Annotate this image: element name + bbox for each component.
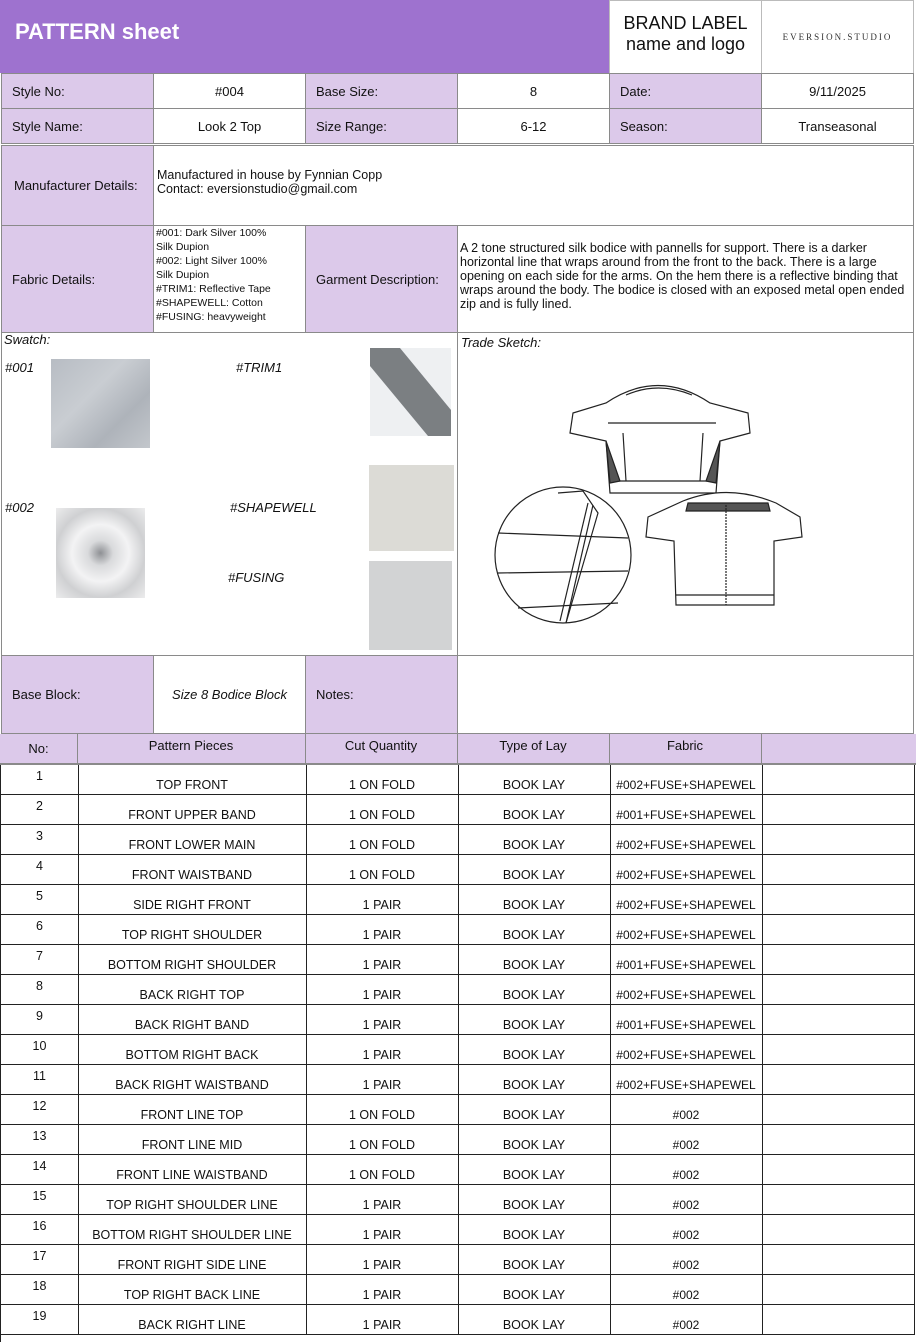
row-number: 2 [36,799,43,813]
fabric: #002+FUSE+SHAPEWEL [616,988,756,1002]
notes-field [457,655,914,734]
type-of-lay: BOOK LAY [502,778,566,792]
logo-text: EVERSION.STUDIO [782,32,893,42]
table-row [1,945,916,975]
fabric: #002 [672,1108,700,1122]
cut-quantity-cell [306,1155,459,1185]
table-row [1,975,916,1005]
extra-cell [762,1275,915,1305]
pattern-piece-cell [78,915,307,945]
fabric-cell [610,945,763,975]
type-of-lay-cell [458,885,611,915]
table-row [1,1305,916,1335]
header-type-of-lay: Type of Lay [457,734,610,763]
cut-quantity: 1 PAIR [362,1228,402,1242]
cut-quantity: 1 ON FOLD [349,1138,415,1152]
type-of-lay: BOOK LAY [502,838,566,852]
fabric-cell [610,1275,763,1305]
base-block-value: Size 8 Bodice Block [153,655,306,734]
extra-cell [762,975,915,1005]
row-number: 8 [36,979,43,993]
base-size-value: 8 [457,73,610,109]
style-name-value: Look 2 Top [153,108,306,144]
table-row [1,915,916,945]
fabric: #002 [672,1318,700,1332]
cut-quantity: 1 ON FOLD [349,868,415,882]
type-of-lay-cell [458,795,611,825]
type-of-lay-cell [458,855,611,885]
fabric: #002+FUSE+SHAPEWEL [616,928,756,942]
size-range-label: Size Range: [305,108,458,144]
type-of-lay-cell [458,825,611,855]
swatch-label-002: #002 [5,500,34,515]
pattern-piece: FRONT WAISTBAND [131,868,253,882]
table-row [1,1155,916,1185]
manufacturer-contact: Contact: eversionstudio@gmail.com [157,182,358,196]
size-range-value: 6-12 [457,108,610,144]
style-no-value: #004 [153,73,306,109]
pattern-piece: BOTTOM RIGHT SHOULDER [107,958,277,972]
manufacturer-label: Manufacturer Details: [1,145,154,226]
cut-quantity-cell [306,1215,459,1245]
date-label: Date: [609,73,762,109]
fabric-cell [610,765,763,795]
type-of-lay-cell [458,915,611,945]
pattern-piece: BOTTOM RIGHT SHOULDER LINE [92,1228,292,1242]
row-number: 19 [32,1309,47,1323]
cut-quantity: 1 PAIR [362,928,402,942]
row-number-cell [1,1035,79,1065]
manufacturer-line: Manufactured in house by Fynnian Copp [157,168,383,182]
pattern-piece: TOP RIGHT BACK LINE [123,1288,261,1302]
type-of-lay-cell [458,1215,611,1245]
pattern-piece-cell [78,945,307,975]
fabric-cell [610,1095,763,1125]
type-of-lay: BOOK LAY [502,928,566,942]
pattern-piece-cell [78,855,307,885]
row-number: 12 [32,1099,47,1113]
pattern-piece: FRONT UPPER BAND [128,808,256,822]
cut-quantity: 1 PAIR [362,1288,402,1302]
swatch-title: Swatch: [4,332,51,347]
row-number-cell [1,765,79,795]
type-of-lay-cell [458,1095,611,1125]
type-of-lay: BOOK LAY [502,1198,566,1212]
extra-cell [762,945,915,975]
fabric-cell [610,915,763,945]
row-number-cell [1,1095,79,1125]
cut-quantity-cell [306,1095,459,1125]
swatch-label-trim1: #TRIM1 [236,360,283,375]
cut-quantity: 1 PAIR [362,1078,402,1092]
pattern-piece-cell [78,765,307,795]
type-of-lay: BOOK LAY [502,1258,566,1272]
trade-sketch-panel [457,332,914,656]
row-number-cell [1,1305,79,1335]
row-number: 15 [32,1189,47,1203]
fabric-cell [610,1185,763,1215]
table-row [1,1245,916,1275]
type-of-lay-cell [458,1065,611,1095]
cut-quantity-cell [306,885,459,915]
fabric: #002 [672,1258,700,1272]
cut-quantity-cell [306,1125,459,1155]
type-of-lay-cell [458,945,611,975]
fabric: #002 [672,1228,700,1242]
date-value: 9/11/2025 [761,73,914,109]
cut-quantity: 1 ON FOLD [349,838,415,852]
extra-cell [762,765,915,795]
cut-quantity-cell [306,855,459,885]
fabric-cell [610,885,763,915]
swatch-label-shapewell: #SHAPEWELL [230,500,317,515]
fabric: #002+FUSE+SHAPEWEL [616,1048,756,1062]
pattern-piece-cell [78,1185,307,1215]
cut-quantity-cell [306,795,459,825]
row-number-cell [1,975,79,1005]
fabric: #002 [672,1138,700,1152]
pattern-piece: FRONT RIGHT SIDE LINE [117,1258,267,1272]
fabric: #002+FUSE+SHAPEWEL [616,1078,756,1092]
row-number: 10 [32,1039,47,1053]
cut-quantity: 1 PAIR [362,958,402,972]
type-of-lay: BOOK LAY [502,898,566,912]
table-row [1,1275,916,1305]
cut-quantity-cell [306,945,459,975]
pattern-piece-cell [78,1305,307,1335]
table-row [1,1035,916,1065]
fabric-line: Silk Dupion [156,241,210,253]
fabric: #001+FUSE+SHAPEWEL [616,808,756,822]
cut-quantity-cell [306,1185,459,1215]
base-block-label: Base Block: [1,655,154,734]
row-number-cell [1,1125,79,1155]
fabric-cell [610,1065,763,1095]
pattern-piece: BACK RIGHT LINE [138,1318,246,1332]
trade-sketch-title: Trade Sketch: [461,335,541,350]
type-of-lay: BOOK LAY [502,1138,566,1152]
pattern-piece: BACK RIGHT TOP [139,988,245,1002]
title-banner [0,0,610,73]
type-of-lay-cell [458,765,611,795]
fabric: #002+FUSE+SHAPEWEL [616,898,756,912]
cut-quantity: 1 PAIR [362,1318,402,1332]
cut-quantity: 1 PAIR [362,1198,402,1212]
cut-quantity: 1 PAIR [362,1258,402,1272]
row-number: 18 [32,1279,47,1293]
extra-cell [762,1095,915,1125]
swatch-image-fusing [369,561,452,650]
style-no-label: Style No: [1,73,154,109]
table-row [1,855,916,885]
extra-cell [762,1125,915,1155]
cut-quantity: 1 PAIR [362,898,402,912]
row-number: 5 [36,889,43,903]
swatch-image-trim1 [370,348,451,436]
cut-quantity: 1 PAIR [362,988,402,1002]
table-row [1,1185,916,1215]
pattern-piece-cell [78,975,307,1005]
cut-quantity-cell [306,825,459,855]
pattern-piece: BOTTOM RIGHT BACK [125,1048,259,1062]
fabric: #002+FUSE+SHAPEWEL [616,868,756,882]
pattern-piece: BACK RIGHT WAISTBAND [115,1078,269,1092]
table-row [1,1125,916,1155]
type-of-lay: BOOK LAY [502,808,566,822]
pattern-piece: SIDE RIGHT FRONT [133,898,251,912]
fabric-cell [610,1005,763,1035]
type-of-lay: BOOK LAY [502,1318,566,1332]
pattern-piece: FRONT LINE WAISTBAND [116,1168,268,1182]
fabric-cell [610,1035,763,1065]
fabric-details-label: Fabric Details: [1,225,154,333]
type-of-lay-cell [458,1155,611,1185]
header-pattern-pieces: Pattern Pieces [77,734,306,763]
extra-cell [762,1035,915,1065]
extra-cell [762,1155,915,1185]
type-of-lay-cell [458,1125,611,1155]
cut-quantity: 1 PAIR [362,1018,402,1032]
fabric-cell [610,975,763,1005]
extra-cell [762,915,915,945]
fabric-cell [610,855,763,885]
row-number-cell [1,795,79,825]
extra-cell [762,1065,915,1095]
brand-label-line2: name and logo [625,34,746,54]
pattern-piece-cell [78,825,307,855]
swatch-image-001 [51,359,150,448]
table-row [1,885,916,915]
cut-quantity-cell [306,1305,459,1335]
row-number-cell [1,945,79,975]
pattern-piece-cell [78,1275,307,1305]
brand-logo [761,0,914,74]
row-number: 14 [32,1159,47,1173]
type-of-lay: BOOK LAY [502,1168,566,1182]
row-number: 3 [36,829,43,843]
brand-label-line1: BRAND LABEL [623,13,748,33]
type-of-lay: BOOK LAY [502,1108,566,1122]
fabric-line: #FUSING: heavyweight [156,311,266,323]
type-of-lay-cell [458,1305,611,1335]
row-number-cell [1,885,79,915]
table-row [1,765,916,795]
brand-label-box [609,0,762,74]
table-header [0,734,916,765]
pattern-piece: FRONT LINE TOP [140,1108,244,1122]
cut-quantity-cell [306,915,459,945]
fabric: #002 [672,1288,700,1302]
extra-cell [762,1215,915,1245]
extra-cell [762,1005,915,1035]
fabric-cell [610,825,763,855]
extra-cell [762,1245,915,1275]
type-of-lay: BOOK LAY [502,1228,566,1242]
type-of-lay: BOOK LAY [502,1048,566,1062]
cut-quantity-cell [306,1245,459,1275]
swatch-label-fusing: #FUSING [228,570,285,585]
season-value: Transeasonal [761,108,914,144]
row-number: 1 [36,769,43,783]
row-number-cell [1,1155,79,1185]
extra-cell [762,795,915,825]
notes-label: Notes: [305,655,458,734]
extra-cell [762,855,915,885]
cut-quantity: 1 ON FOLD [349,1168,415,1182]
pattern-piece-cell [78,885,307,915]
type-of-lay-cell [458,975,611,1005]
fabric-cell [610,1155,763,1185]
page-title: PATTERN sheet [15,19,180,44]
pattern-piece: TOP FRONT [156,778,228,792]
fabric: #002 [672,1168,700,1182]
pattern-piece-cell [78,1095,307,1125]
row-number: 17 [32,1249,47,1263]
season-label: Season: [609,108,762,144]
row-number-cell [1,1185,79,1215]
fabric: #002 [672,1198,700,1212]
cut-quantity-cell [306,1275,459,1305]
row-number-cell [1,1245,79,1275]
fabric-line: #TRIM1: Reflective Tape [156,283,271,295]
pattern-piece-cell [78,1035,307,1065]
cut-quantity-cell [306,765,459,795]
header-fabric: Fabric [609,734,762,763]
pattern-piece-cell [78,1245,307,1275]
cut-quantity: 1 ON FOLD [349,808,415,822]
type-of-lay: BOOK LAY [502,1078,566,1092]
type-of-lay: BOOK LAY [502,868,566,882]
row-number: 7 [36,949,43,963]
swatch-label-001: #001 [5,360,34,375]
type-of-lay-cell [458,1005,611,1035]
pattern-piece: TOP RIGHT SHOULDER LINE [106,1198,278,1212]
type-of-lay: BOOK LAY [502,958,566,972]
table-row [1,1095,916,1125]
header-blank [761,734,914,763]
fabric-cell [610,1305,763,1335]
type-of-lay-cell [458,1035,611,1065]
fabric-cell [610,1125,763,1155]
type-of-lay-cell [458,1245,611,1275]
extra-cell [762,1185,915,1215]
fabric-line: Silk Dupion [156,269,210,281]
row-number-cell [1,1275,79,1305]
row-number: 4 [36,859,43,873]
row-number-cell [1,825,79,855]
row-number-cell [1,1215,79,1245]
pattern-piece-cell [78,1005,307,1035]
cut-quantity: 1 ON FOLD [349,1108,415,1122]
pattern-piece-cell [78,1065,307,1095]
fabric: #001+FUSE+SHAPEWEL [616,1018,756,1032]
fabric-line: #001: Dark Silver 100% [156,227,267,239]
swatch-image-shapewell [369,465,454,551]
row-number: 16 [32,1219,47,1233]
extra-cell [762,825,915,855]
type-of-lay: BOOK LAY [502,988,566,1002]
fabric-line: #002: Light Silver 100% [156,255,267,267]
cut-quantity: 1 PAIR [362,1048,402,1062]
pattern-piece: TOP RIGHT SHOULDER [121,928,263,942]
fabric-cell [610,1215,763,1245]
table-row [1,1005,916,1035]
type-of-lay-cell [458,1275,611,1305]
row-number: 11 [33,1069,46,1083]
type-of-lay-cell [458,1185,611,1215]
table-row [1,795,916,825]
header-no: No: [0,734,78,763]
fabric-cell [610,795,763,825]
header-cut-quantity: Cut Quantity [305,734,458,763]
cut-quantity-cell [306,1035,459,1065]
row-number: 6 [36,919,43,933]
base-size-label: Base Size: [305,73,458,109]
row-number: 13 [32,1129,47,1143]
swatch-image-002 [56,508,145,598]
pattern-piece-cell [78,795,307,825]
table-row [1,825,916,855]
extra-cell [762,885,915,915]
table-row [1,1065,916,1095]
fabric-line: #SHAPEWELL: Cotton [156,297,263,309]
pattern-table [0,765,916,1342]
row-number-cell [1,1005,79,1035]
fabric: #001+FUSE+SHAPEWEL [616,958,756,972]
cut-quantity: 1 ON FOLD [349,778,415,792]
pattern-piece-cell [78,1155,307,1185]
pattern-piece-cell [78,1125,307,1155]
pattern-piece: FRONT LOWER MAIN [128,838,256,852]
row-number-cell [1,855,79,885]
fabric: #002+FUSE+SHAPEWEL [616,838,756,852]
style-name-label: Style Name: [1,108,154,144]
fabric-details [153,225,306,333]
pattern-piece: BACK RIGHT BAND [134,1018,250,1032]
fabric-cell [610,1245,763,1275]
type-of-lay: BOOK LAY [502,1288,566,1302]
cut-quantity-cell [306,1065,459,1095]
extra-cell [762,1305,915,1335]
cut-quantity-cell [306,1005,459,1035]
manufacturer-details [153,145,914,226]
garment-sketch [458,333,913,653]
row-number-cell [1,1065,79,1095]
fabric: #002+FUSE+SHAPEWEL [616,778,756,792]
cut-quantity-cell [306,975,459,1005]
table-row [1,1215,916,1245]
row-number-cell [1,915,79,945]
garment-description-label: Garment Description: [305,225,458,333]
row-number: 9 [36,1009,43,1023]
pattern-piece: FRONT LINE MID [141,1138,243,1152]
garment-description: A 2 tone structured silk bodice with pannells for support. There is a darker horizontal line that wraps around from the front to the back. There is a large opening on each side for the arms. On the hem there is a reflective binding that wraps around the body. The bodice is closed with an exposed metal open ended zip and is fully lined. [457,225,914,333]
type-of-lay: BOOK LAY [502,1018,566,1032]
pattern-piece-cell [78,1215,307,1245]
